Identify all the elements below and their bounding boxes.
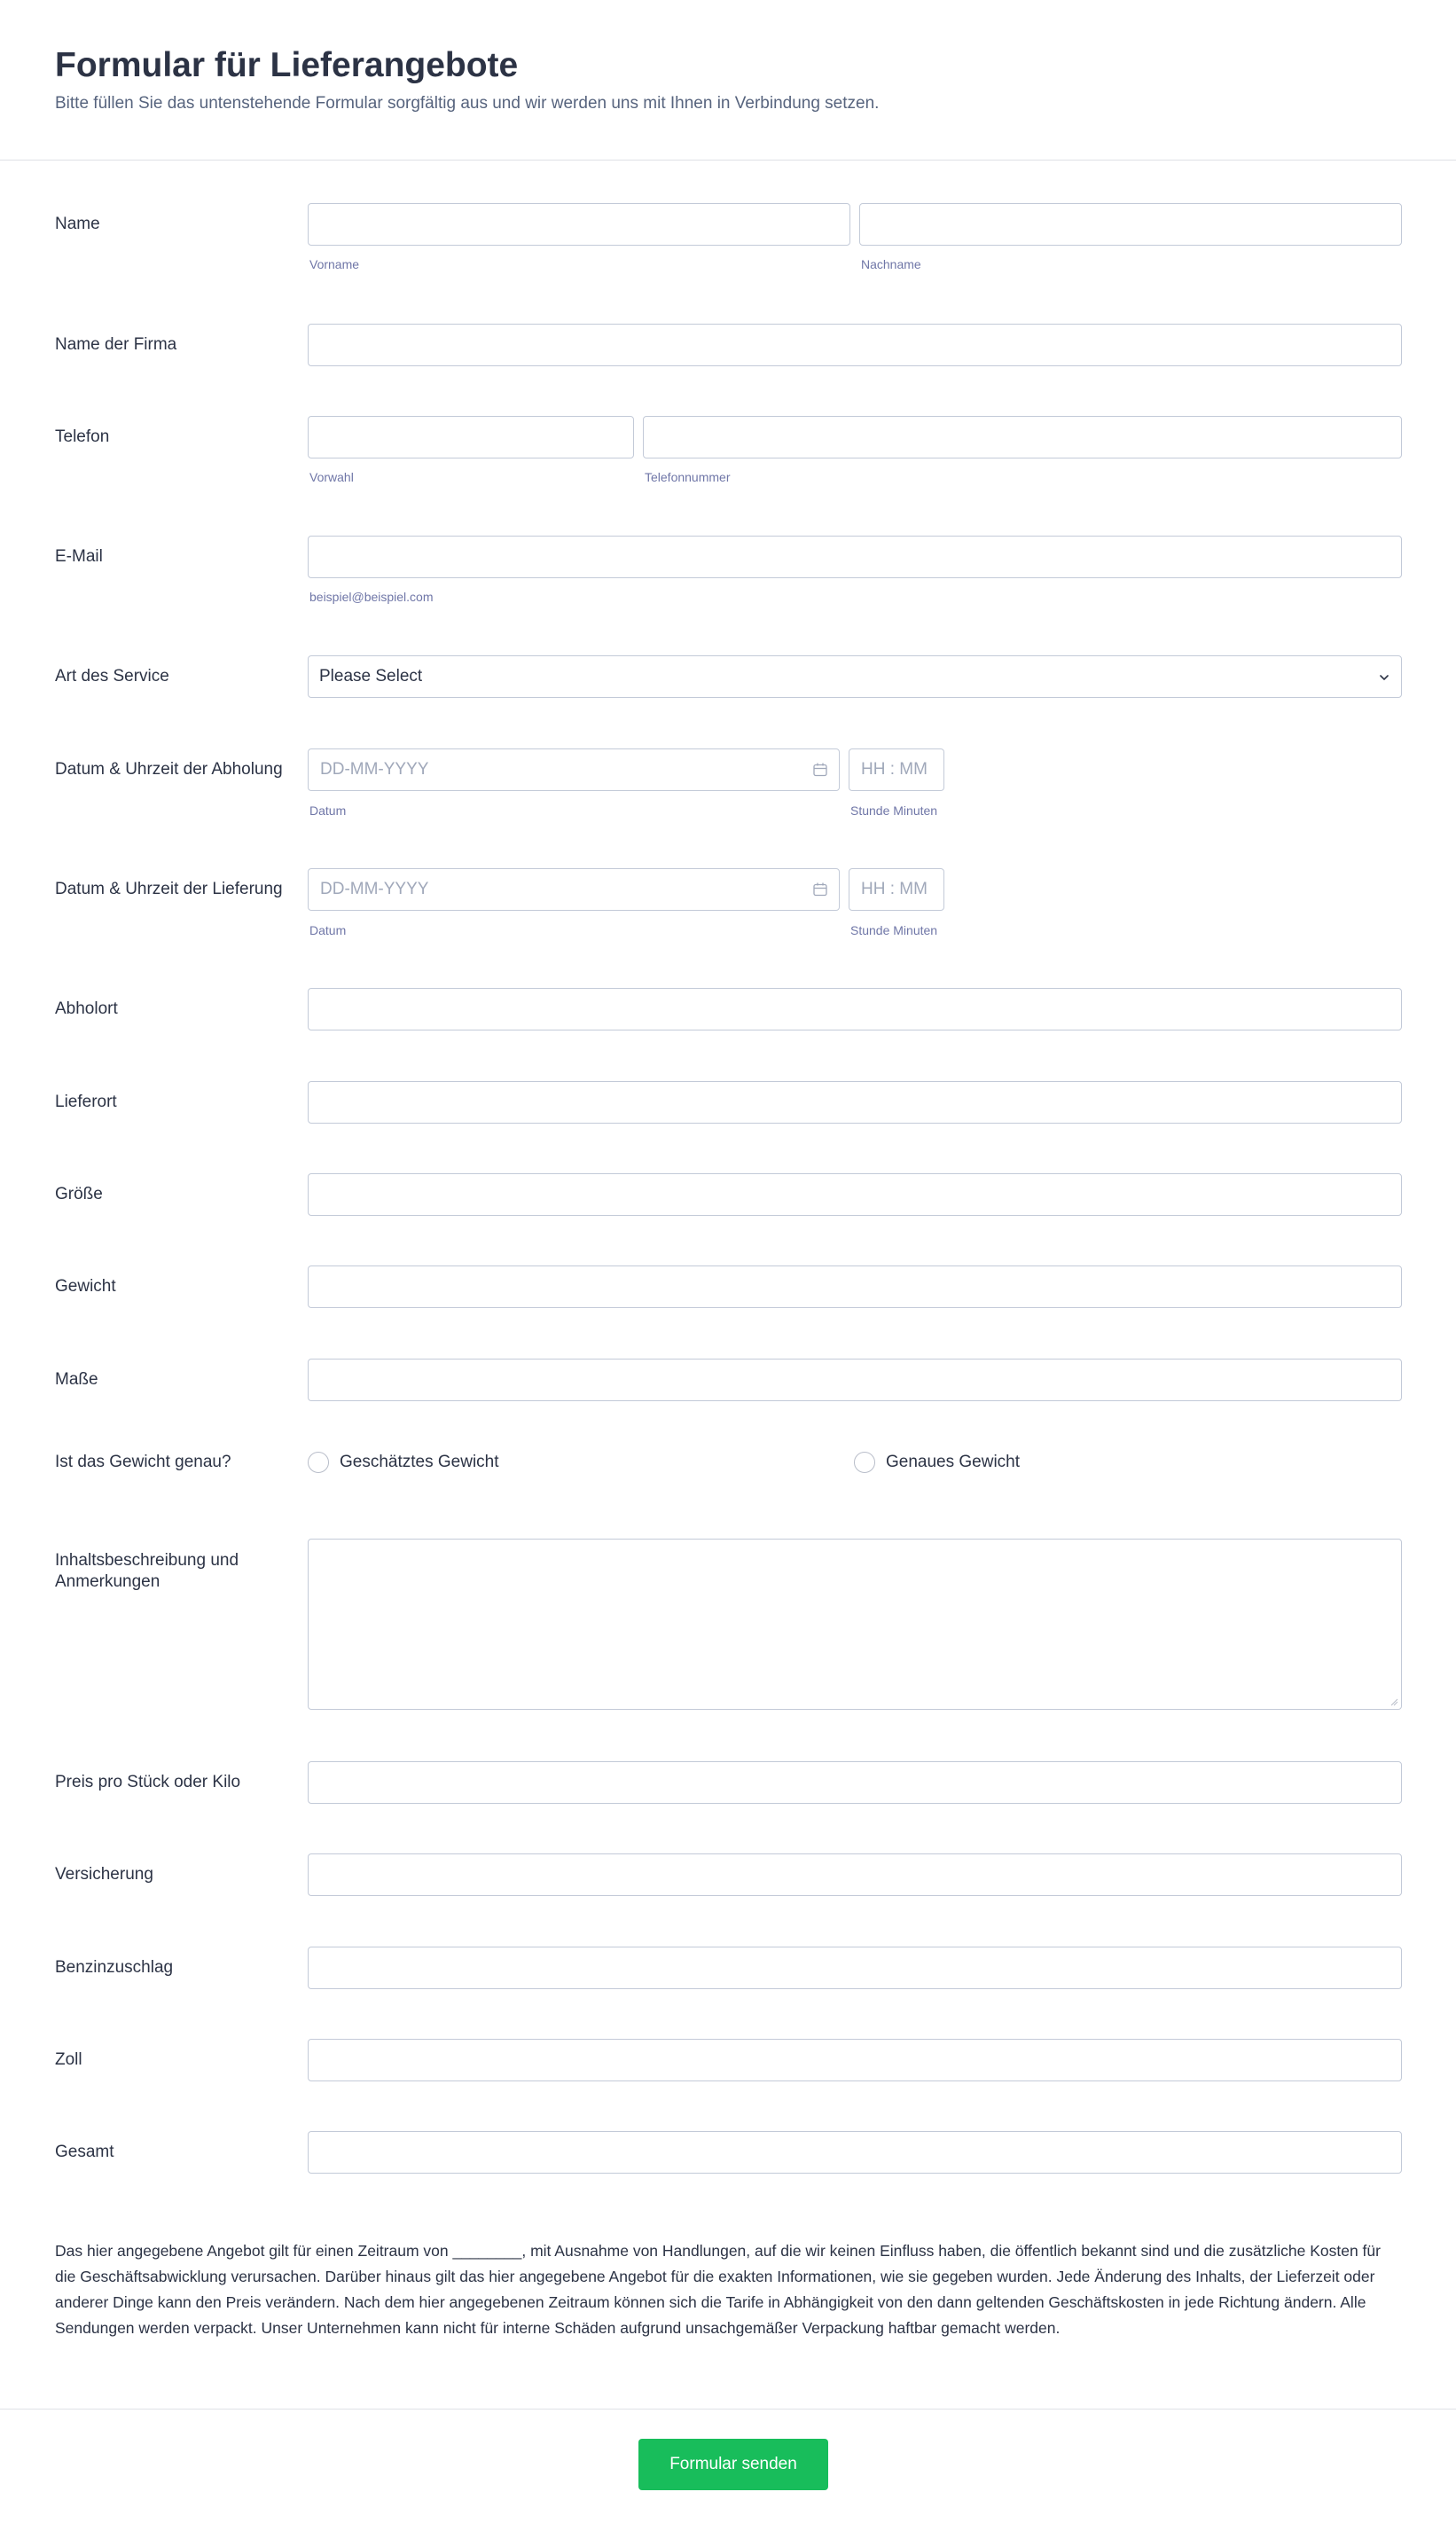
pickup-date-sublabel: Datum [309, 803, 347, 818]
form-title: Formular für Lieferangebote [55, 46, 519, 84]
delivery-time-placeholder: HH : MM [861, 880, 928, 898]
pickup-time-sublabel: Stunde Minuten [850, 803, 938, 818]
phone-number-sublabel: Telefonnummer [645, 470, 731, 484]
calendar-icon[interactable] [812, 762, 828, 778]
size-label: Größe [55, 1185, 103, 1203]
dimensions-label: Maße [55, 1370, 98, 1389]
total-label: Gesamt [55, 2143, 114, 2161]
company-label: Name der Firma [55, 335, 177, 354]
total-input[interactable] [308, 2131, 1402, 2174]
customs-input[interactable] [308, 2039, 1402, 2081]
disclaimer-text: Das hier angegebene Angebot gilt für einen Zeitraum von ________, mit Ausnahme von Handlungen, auf die wir keinen Einfluss haben, die öffentlich bekannt sind und die zusätzliche Kosten für die Geschäftsabwicklung verursachen. Darüber hinaus gilt das hier angegebene Angebot für die exakten Informationen, wie sie gegeben wurden. Jede Änderung des Inhalts, der Lieferzeit oder anderer Dinge kann den Preis verändern. Nach dem hier angegebenen Zeitraum können sich die Tarife in Abhängigkeit von den dann geltenden Geschäftskosten in jede Richtung ändern. Alle Sendungen werden verpackt. Unser Unternehmen kann nicht für interne Schäden aufgrund unsachgemäßer Verpackung haftbar gemacht werden. [55, 2242, 1381, 2337]
email-input[interactable] [308, 536, 1402, 578]
company-input[interactable] [308, 324, 1402, 366]
delivery-time-input[interactable] [849, 868, 944, 911]
insurance-label: Versicherung [55, 1865, 153, 1884]
email-label: E-Mail [55, 547, 103, 566]
description-textarea[interactable] [308, 1539, 1402, 1710]
customs-label: Zoll [55, 2050, 82, 2069]
calendar-icon[interactable] [812, 882, 828, 897]
delivery-label: Datum & Uhrzeit der Lieferung [55, 880, 283, 898]
delivery-time-sublabel: Stunde Minuten [850, 923, 938, 937]
fuel-surcharge-label: Benzinzuschlag [55, 1958, 174, 1977]
pickup-date-placeholder: DD-MM-YYYY [320, 760, 429, 779]
pickup-location-input[interactable] [308, 988, 1402, 1030]
delivery-date-input[interactable] [308, 868, 840, 911]
last-name-input[interactable] [859, 203, 1402, 246]
email-sublabel: beispiel@beispiel.com [309, 590, 434, 604]
form-header [0, 0, 1456, 161]
resize-grip-icon[interactable] [1389, 1697, 1398, 1706]
exact-weight-radio[interactable] [854, 1452, 875, 1473]
price-input[interactable] [308, 1761, 1402, 1804]
pickup-time-placeholder: HH : MM [861, 760, 928, 779]
pickup-date-input[interactable] [308, 748, 840, 791]
service-label: Art des Service [55, 667, 169, 686]
estimated-weight-option-label[interactable]: Geschätztes Gewicht [340, 1453, 499, 1471]
delivery-location-label: Lieferort [55, 1093, 117, 1111]
submit-button[interactable]: Formular senden [638, 2439, 828, 2490]
exact-weight-option-label[interactable]: Genaues Gewicht [886, 1453, 1021, 1471]
first-name-sublabel: Vorname [309, 257, 360, 271]
size-input[interactable] [308, 1173, 1402, 1216]
service-select[interactable] [308, 655, 1402, 698]
weight-input[interactable] [308, 1266, 1402, 1308]
price-label: Preis pro Stück oder Kilo [55, 1773, 241, 1791]
insurance-input[interactable] [308, 1853, 1402, 1896]
fuel-surcharge-input[interactable] [308, 1947, 1402, 1989]
last-name-sublabel: Nachname [861, 257, 921, 271]
area-code-input[interactable] [308, 416, 634, 458]
phone-label: Telefon [55, 427, 110, 446]
phone-number-input[interactable] [643, 416, 1402, 458]
chevron-down-icon [1378, 671, 1390, 684]
name-label: Name [55, 215, 100, 233]
service-selected-value: Please Select [319, 667, 423, 686]
dimensions-input[interactable] [308, 1359, 1402, 1401]
delivery-date-sublabel: Datum [309, 923, 347, 937]
first-name-input[interactable] [308, 203, 850, 246]
estimated-weight-radio[interactable] [308, 1452, 329, 1473]
pickup-time-input[interactable] [849, 748, 944, 791]
delivery-location-input[interactable] [308, 1081, 1402, 1124]
delivery-date-placeholder: DD-MM-YYYY [320, 880, 429, 898]
weight-label: Gewicht [55, 1277, 116, 1296]
form-subtitle: Bitte füllen Sie das untenstehende Formular sorgfältig aus und wir werden uns mit Ihnen in Verbindung setzen. [55, 94, 880, 113]
description-label: Inhaltsbeschreibung und Anmerkungen [55, 1551, 239, 1591]
pickup-location-label: Abholort [55, 999, 118, 1018]
area-code-sublabel: Vorwahl [309, 470, 354, 484]
pickup-label: Datum & Uhrzeit der Abholung [55, 760, 283, 779]
weight-exact-label: Ist das Gewicht genau? [55, 1453, 231, 1471]
